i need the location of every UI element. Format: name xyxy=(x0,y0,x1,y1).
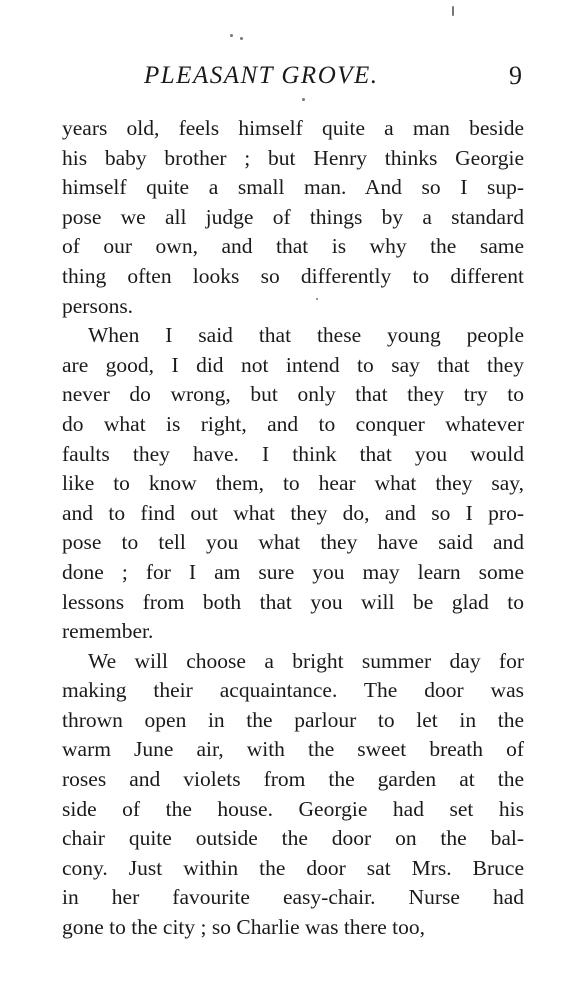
page-number: 9 xyxy=(509,61,522,90)
paragraph xyxy=(62,114,524,321)
text-line: cony. Just within the door sat Mrs. Bruce xyxy=(62,855,524,880)
print-speck xyxy=(302,98,305,101)
body-text xyxy=(62,114,524,943)
text-line: himself quite a small man. And so I sup- xyxy=(62,175,524,200)
text-line: and to find out what they do, and so I pro- xyxy=(62,500,524,525)
paragraph xyxy=(62,647,524,943)
print-speck xyxy=(240,37,243,40)
text-line: are good, I did not intend to say that they xyxy=(62,352,524,377)
text-line: lessons from both that you will be glad to xyxy=(62,589,524,614)
text-line: remember. xyxy=(62,619,154,644)
text-line: do what is right, and to conquer whatever xyxy=(62,411,524,436)
text-line: his baby brother ; but Henry thinks Georgie xyxy=(62,145,524,170)
text-line: of our own, and that is why the same xyxy=(62,234,524,259)
text-line: making their acquaintance. The door was xyxy=(62,678,524,703)
print-speck xyxy=(452,6,454,16)
paragraph xyxy=(62,321,524,647)
running-head xyxy=(60,56,530,96)
text-line: faults they have. I think that you would xyxy=(62,441,524,466)
text-line: persons. xyxy=(62,293,134,318)
text-line: chair quite outside the door on the bal- xyxy=(62,826,524,851)
running-title: PLEASANT GROVE. xyxy=(144,62,379,89)
text-line: side of the house. Georgie had set his xyxy=(62,796,524,821)
text-line: warm June air, with the sweet breath of xyxy=(62,737,524,762)
text-line: thrown open in the parlour to let in the xyxy=(62,707,524,732)
text-line: roses and violets from the garden at the xyxy=(62,767,524,792)
print-speck xyxy=(230,34,233,37)
text-line: years old, feels himself quite a man beside xyxy=(62,116,524,140)
text-line: pose we all judge of things by a standard xyxy=(62,204,524,229)
text-line: gone to the city ; so Charlie was there too, xyxy=(62,915,426,940)
text-line: done ; for I am sure you may learn some xyxy=(62,559,524,584)
text-line: never do wrong, but only that they try to xyxy=(62,382,524,407)
text-line: in her favourite easy-chair. Nurse had xyxy=(62,885,524,910)
text-line: like to know them, to hear what they say, xyxy=(62,471,524,496)
text-line: We will choose a bright summer day for xyxy=(88,648,524,673)
text-line: pose to tell you what they have said and xyxy=(62,530,524,555)
text-line: thing often looks so differently to different xyxy=(62,263,524,288)
text-line: When I said that these young people xyxy=(88,323,524,348)
